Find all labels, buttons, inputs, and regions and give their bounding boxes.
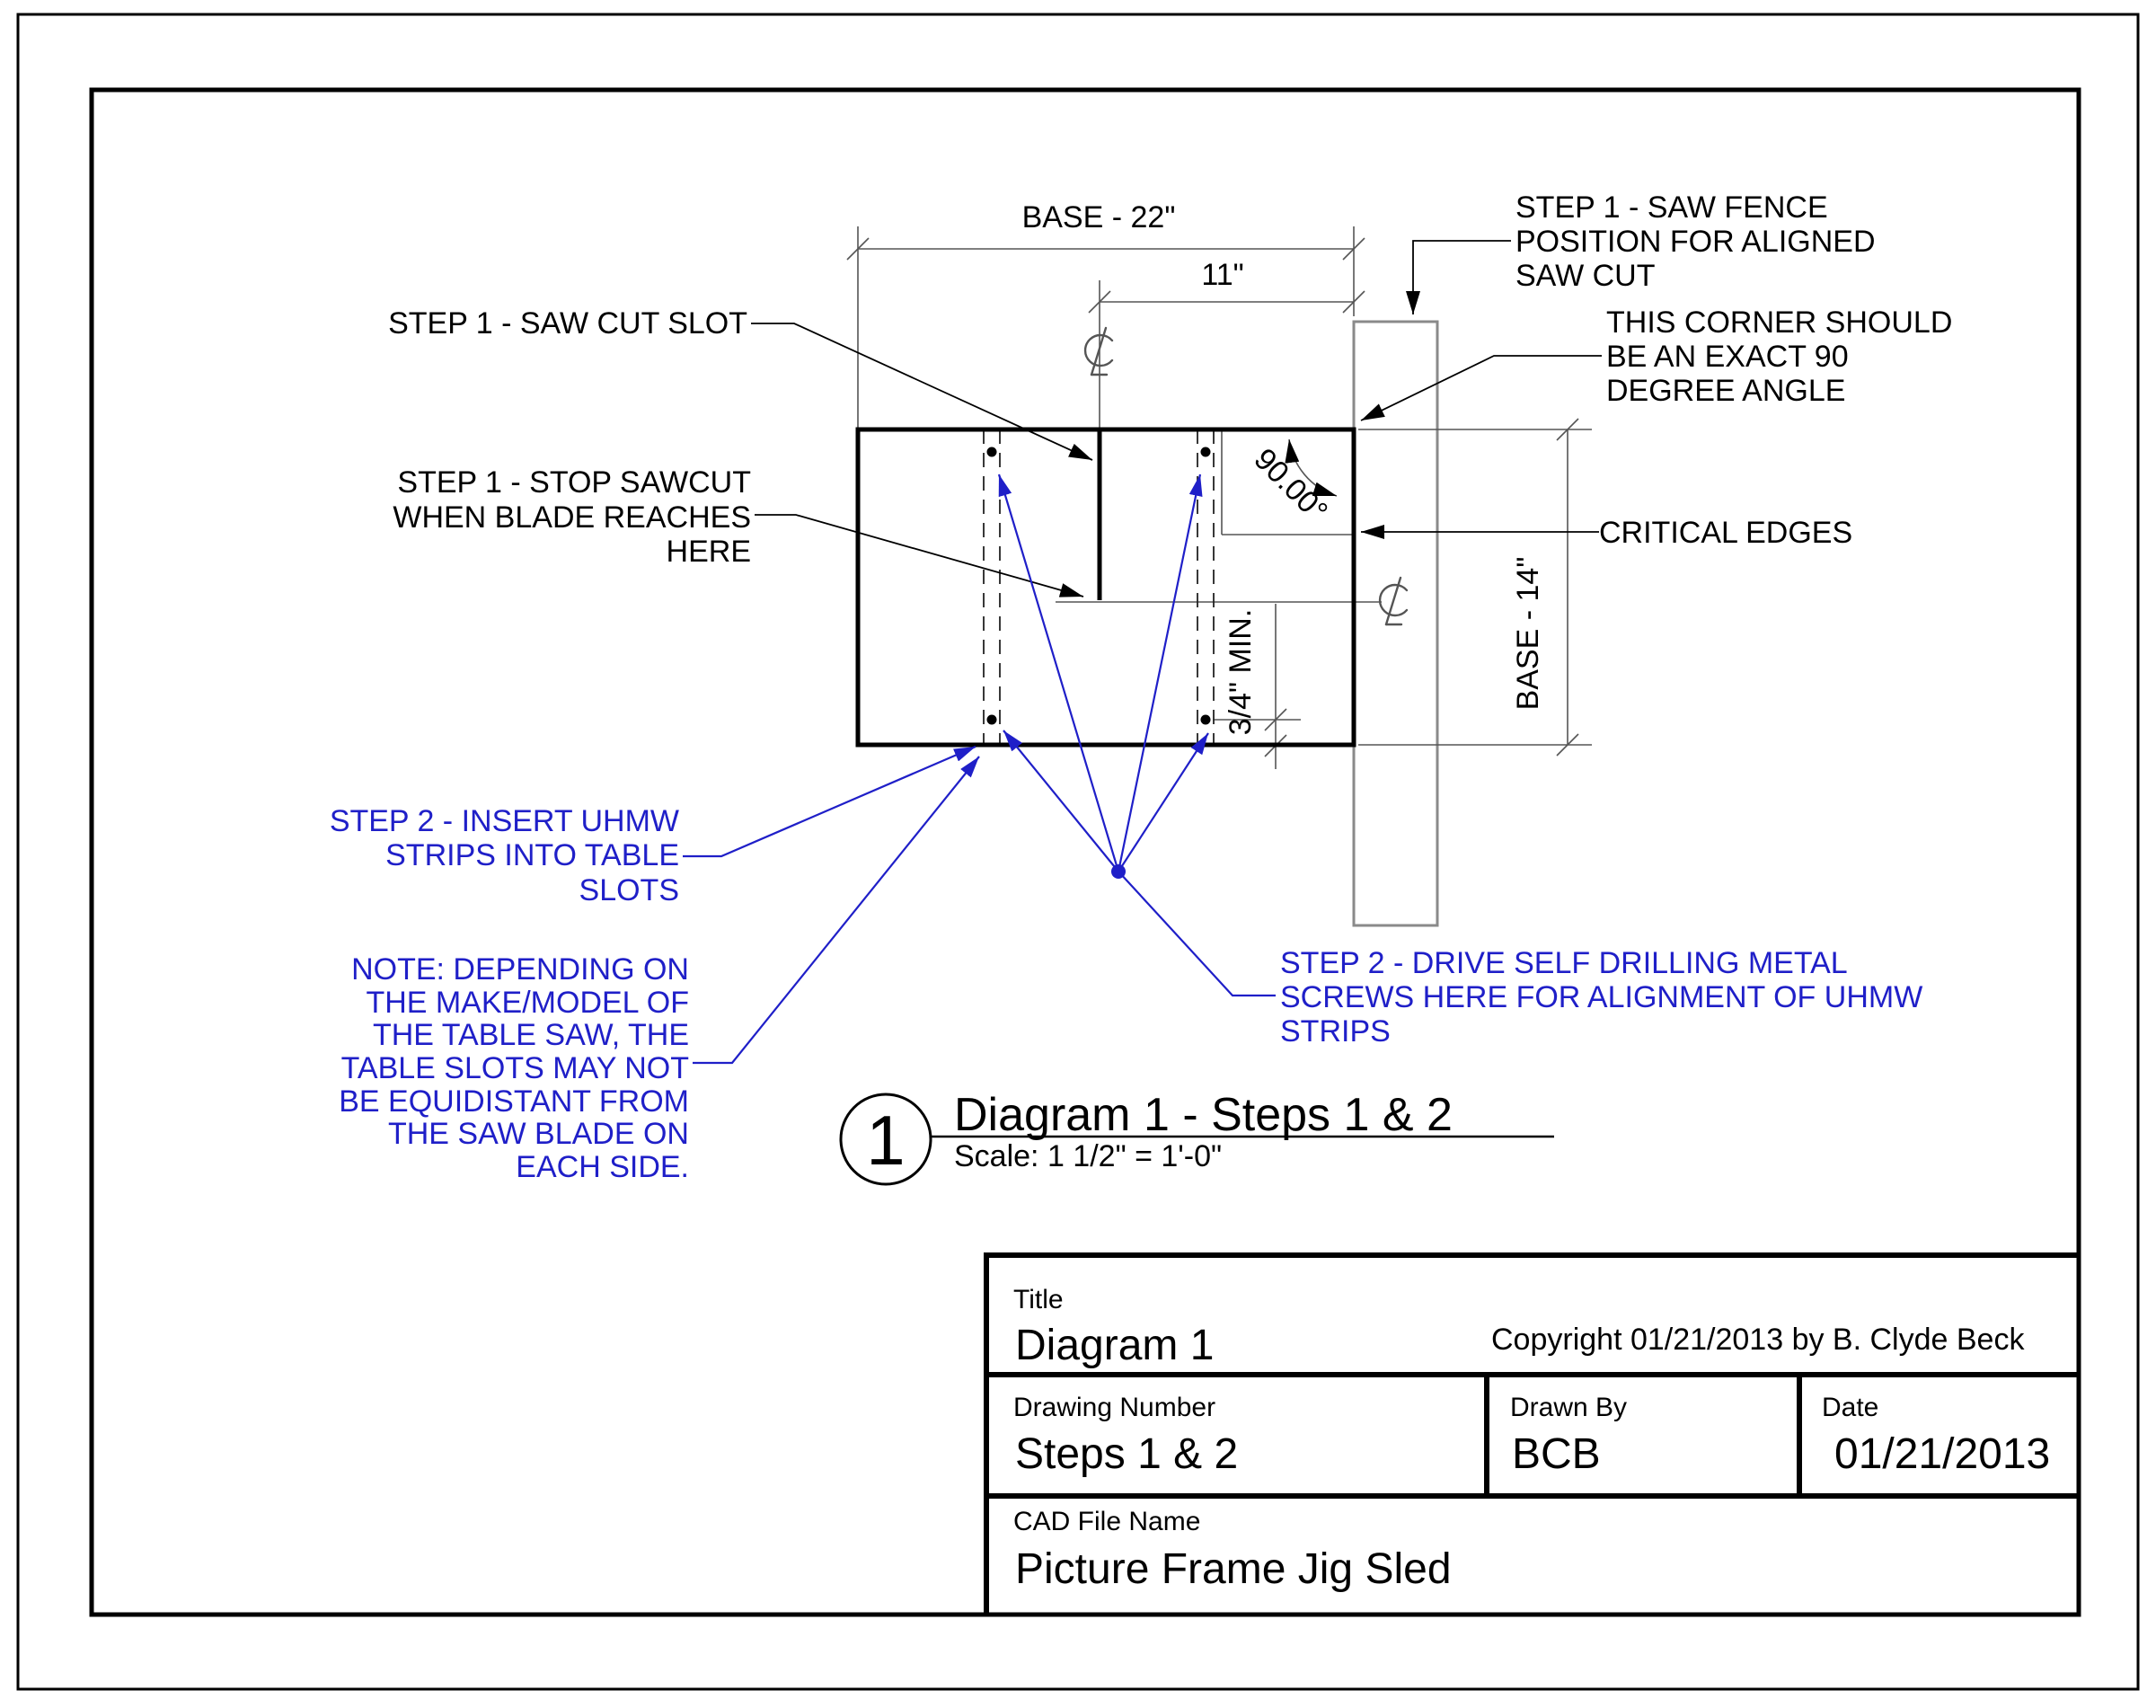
- annotation-line: STEP 2 - DRIVE SELF DRILLING METAL: [1280, 946, 1848, 980]
- dim-label-angle: 90.00°: [1247, 441, 1335, 529]
- annotation-line: BE AN EXACT 90: [1606, 340, 1849, 374]
- screw-dot: [987, 715, 997, 725]
- leader-drive-screws: [1119, 872, 1276, 996]
- screw-pointer-top-right: [1118, 474, 1200, 872]
- callout-scale: Scale: 1 1/2" = 1'-0": [954, 1139, 1223, 1173]
- annotation-line: STEP 2 - INSERT UHMW: [329, 804, 679, 838]
- annotation-line: THIS CORNER SHOULD: [1606, 305, 1953, 340]
- leader-saw-fence: [1413, 241, 1511, 314]
- annotation-saw-fence: [1515, 190, 1876, 293]
- annotation-line: STRIPS: [1280, 1014, 1391, 1049]
- annotation-line: BE EQUIDISTANT FROM: [339, 1084, 689, 1119]
- title-label: Title: [1013, 1285, 1064, 1314]
- dimension-base-14: [1358, 419, 1592, 756]
- leader-note: [693, 757, 979, 1063]
- annotation-line: SLOTS: [579, 873, 679, 907]
- copyright-text: Copyright 01/21/2013 by B. Clyde Beck: [1491, 1323, 2025, 1357]
- title-value: Diagram 1: [1015, 1322, 1215, 1369]
- callout-title: Diagram 1 - Steps 1 & 2: [954, 1089, 1453, 1141]
- dim-label-min-depth: 3/4" MIN.: [1224, 608, 1258, 736]
- screw-dot: [1201, 447, 1211, 457]
- drawing-number-value: Steps 1 & 2: [1015, 1430, 1239, 1478]
- junction-dot: [1111, 864, 1126, 879]
- diagram-callout: [841, 1089, 1554, 1184]
- dim-label-base-14: BASE - 14": [1511, 556, 1545, 711]
- annotation-critical-edges: [1599, 516, 1852, 550]
- cad-file-value: Picture Frame Jig Sled: [1015, 1545, 1452, 1593]
- annotation-note: [339, 952, 689, 1184]
- drawn-by-label: Drawn By: [1510, 1393, 1628, 1422]
- annotation-corner: [1606, 305, 1952, 408]
- leader-insert-uhmw: [683, 747, 976, 856]
- annotation-line: THE TABLE SAW, THE: [372, 1018, 689, 1052]
- annotation-drive-screws: [1280, 946, 1922, 1049]
- annotation-line: SCREWS HERE FOR ALIGNMENT OF UHMW: [1280, 980, 1923, 1014]
- leader-stop-sawcut: [755, 515, 1083, 597]
- annotation-line: STRIPS INTO TABLE: [385, 838, 679, 872]
- cad-file-label: CAD File Name: [1013, 1507, 1201, 1536]
- annotation-line: THE MAKE/MODEL OF: [366, 986, 689, 1020]
- annotation-line: NOTE: DEPENDING ON: [351, 952, 689, 987]
- dimension-11: [1085, 258, 1365, 429]
- annotation-line: CRITICAL EDGES: [1599, 516, 1853, 550]
- annotation-line: POSITION FOR ALIGNED: [1515, 225, 1876, 259]
- screw-dot: [1201, 715, 1211, 725]
- uhmw-slot-left: [984, 429, 1000, 745]
- annotation-line: STEP 1 - SAW CUT SLOT: [388, 306, 747, 341]
- annotation-saw-cut-slot: [388, 306, 747, 341]
- angle-90-mark: [1222, 429, 1352, 535]
- annotation-line: WHEN BLADE REACHES: [393, 500, 751, 535]
- annotation-line: THE SAW BLADE ON: [387, 1117, 689, 1151]
- dimension-base-22: [847, 200, 1365, 429]
- dim-label-base-22: BASE - 22": [1021, 200, 1176, 235]
- leader-corner: [1361, 356, 1602, 420]
- dim-label-11: 11": [1201, 258, 1244, 292]
- screw-pointer-bottom-left: [1003, 730, 1118, 872]
- annotation-line: HERE: [666, 535, 751, 569]
- annotation-line: EACH SIDE.: [516, 1150, 689, 1184]
- title-block: [986, 1252, 2079, 1615]
- annotation-line: TABLE SLOTS MAY NOT: [340, 1051, 689, 1085]
- annotation-line: SAW CUT: [1515, 259, 1656, 293]
- screw-dot: [987, 447, 997, 457]
- annotation-insert-uhmw: [330, 804, 679, 907]
- annotation-stop-sawcut: [393, 465, 751, 569]
- drawn-by-value: BCB: [1512, 1430, 1601, 1478]
- drawing-number-label: Drawing Number: [1013, 1393, 1216, 1422]
- annotation-line: STEP 1 - SAW FENCE: [1515, 190, 1828, 225]
- date-label: Date: [1822, 1393, 1879, 1422]
- annotation-line: DEGREE ANGLE: [1606, 374, 1846, 408]
- leader-saw-cut-slot: [751, 323, 1092, 460]
- callout-number: 1: [866, 1101, 906, 1180]
- annotation-line: STEP 1 - STOP SAWCUT: [397, 465, 751, 500]
- date-value: 01/21/2013: [1834, 1430, 2051, 1478]
